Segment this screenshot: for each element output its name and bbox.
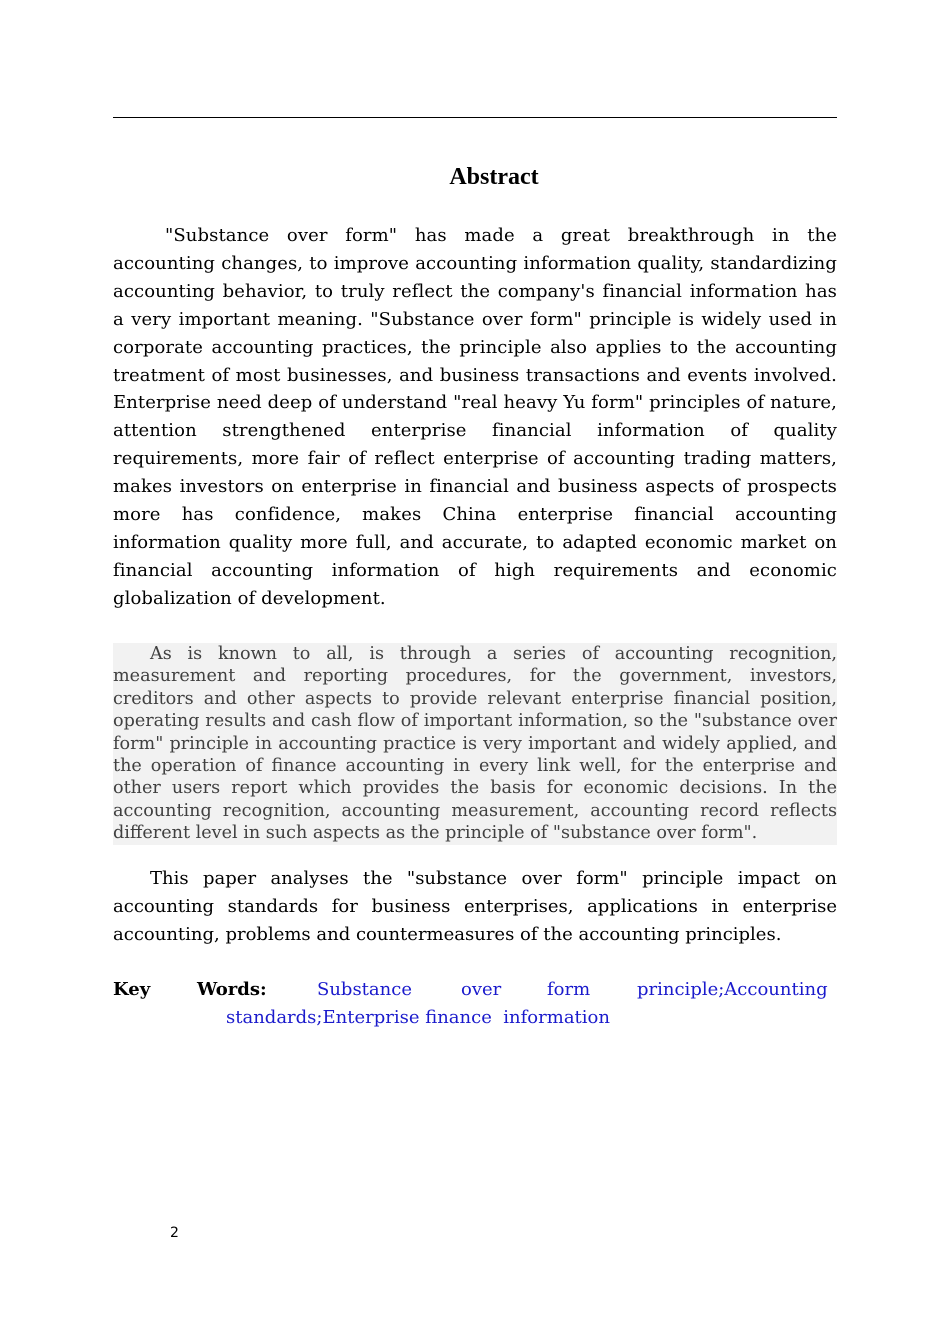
abstract-title: Abstract xyxy=(449,164,539,190)
keywords-line-2: standards;Enterprise finance information xyxy=(226,1007,610,1028)
keywords-label-key: Key xyxy=(113,979,151,1000)
abstract-paragraph-3: This paper analyses the "substance over form" principle impact on accounting standards for business enterprises, applications in enterprise accounting, problems and countermeasures of the accounting principles. xyxy=(113,868,837,945)
keyword-word: principle;Accounting xyxy=(637,979,828,1000)
abstract-paragraph-2: As is known to all, is through a series of accounting recognition, measurement and reporting procedures, for the government, investors, creditors and other aspects to provide relevant enterprise financial position, operating results and cash flow of important information, so the "substance over form" principle in accounting practice is very important and widely applied, and the operation of finance accounting in every link well, for the enterprise and other users report which provides the basis for economic decisions. In the accounting recognition, accounting measurement, accounting record reflects different level in such aspects as the principle of "substance over form". xyxy=(113,644,837,844)
abstract-paragraph-1: "Substance over form" has made a great breakthrough in the accounting changes, to improve accounting information quality, standardizing accounting behavior, to truly reflect the company's financial information has a very important meaning. "Substance over form" principle is widely used in corporate accounting practices, the principle also applies to the accounting treatment of most businesses, and business transactions and events involved. Enterprise need deep of understand "real heavy Yu form" principles of nature, attention strengthened enterprise financial information of quality requirements, more fair of reflect enterprise of accounting trading matters, makes investors on enterprise in financial and business aspects of prospects more has confidence, makes China enterprise financial accounting information quality more full, and accurate, to adapted economic market on financial accounting information of high requirements and economic globalization of development. xyxy=(113,225,837,609)
keywords-line-1 xyxy=(0,976,950,1004)
keyword-word: Substance xyxy=(317,979,412,1000)
page-number: 2 xyxy=(170,1225,179,1241)
keywords-label-words: Words: xyxy=(197,979,267,1000)
keyword-word: over xyxy=(461,979,502,1000)
keyword-word: form xyxy=(547,979,591,1000)
header-rule xyxy=(113,117,837,118)
